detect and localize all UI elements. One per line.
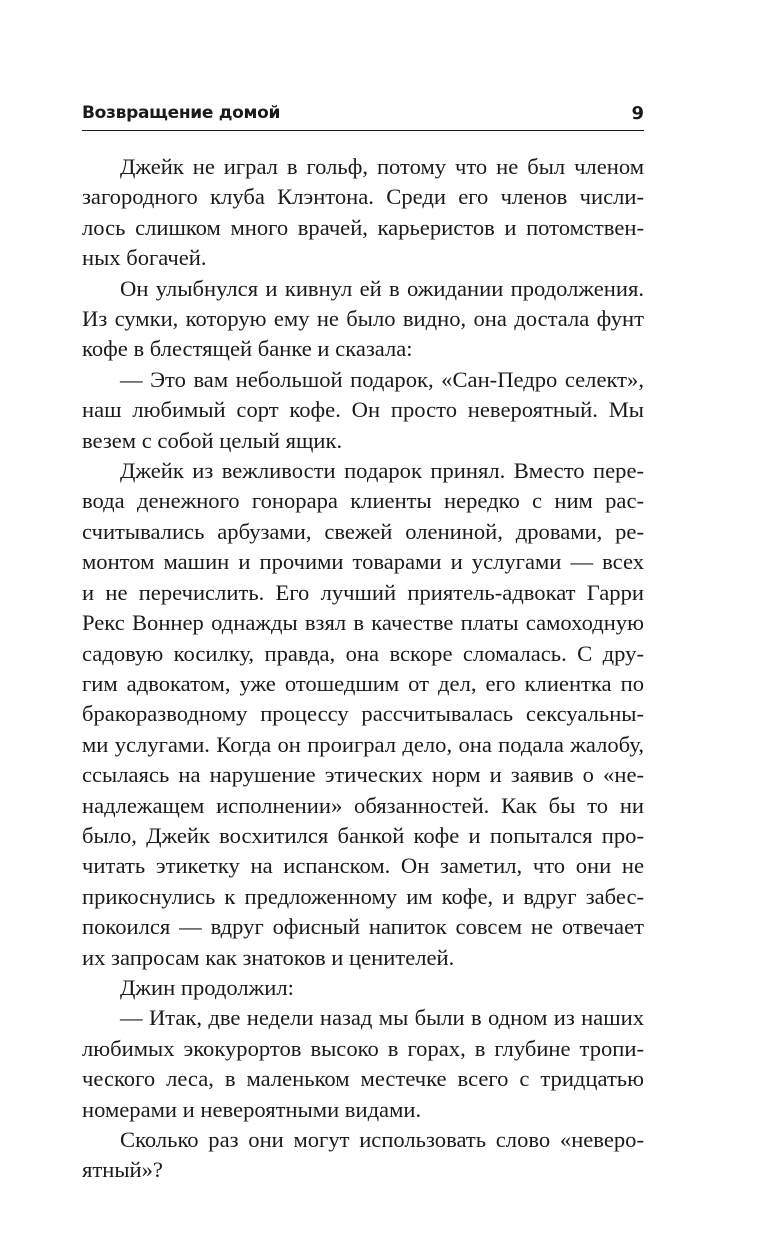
text-line: ссылаясь на нарушение этических норм и заявив о «не- — [82, 762, 644, 788]
text-line: Рекс Воннер однажды взял в качестве платы самоходную — [82, 610, 644, 636]
text-line: бракоразводному процессу рассчитывалась сексуальны- — [82, 701, 644, 727]
text-line: и не перечислить. Его лучший приятель-адвокат Гарри — [82, 579, 644, 605]
paragraph — [82, 456, 644, 973]
text-line: монтом машин и прочими товарами и услугами — всех — [82, 549, 644, 575]
text-line: надлежащем исполнении» обязанностей. Как бы то ни — [82, 792, 644, 818]
text-line: их запросам как знатоков и ценителей. — [82, 944, 455, 970]
text-line: было, Джейк восхитился банкой кофе и попытался про- — [82, 822, 644, 848]
text-line: кофе в блестящей банке и сказала: — [82, 336, 413, 362]
text-line: Джейк из вежливости подарок принял. Вместо пере- — [120, 458, 644, 484]
text-line: — Итак, две недели назад мы были в одном из наших — [120, 1005, 644, 1031]
text-line: Джейк не играл в гольф, потому что не был членом — [120, 154, 644, 179]
text-line: наш любимый сорт кофе. Он просто невероятный. Мы — [82, 397, 644, 423]
text-line: Сколько раз они могут использовать слово «неверо- — [120, 1127, 644, 1152]
text-line: садовую косилку, правда, она вскоре сломалась. С дру- — [82, 640, 644, 666]
paragraph — [82, 973, 644, 1003]
paragraph — [82, 365, 644, 456]
text-line: номерами и невероятными видами. — [82, 1096, 422, 1122]
text-line: ятный»? — [82, 1157, 163, 1183]
text-line: читать этикетку на испанском. Он заметил, что они не — [82, 853, 644, 879]
text-line: ческого леса, в маленьком местечке всего с тридцатью — [82, 1066, 644, 1092]
text-line: вода денежного гонорара клиенты нередко с ним рас- — [82, 488, 644, 514]
body-text — [82, 152, 644, 1186]
text-line: гим адвокатом, уже отошедшим от дел, его клиентка по — [82, 670, 644, 696]
text-line: считывались арбузами, свежей олениной, дровами, ре- — [82, 518, 644, 544]
page-number: 9 — [631, 103, 644, 124]
text-line: прикоснулись к предложенному им кофе, и вдруг забес- — [82, 883, 644, 909]
text-line: — Это вам небольшой подарок, «Сан-Педро селект», — [120, 366, 644, 392]
chapter-title: Возвращение домой — [82, 103, 281, 123]
text-line: везем с собой целый ящик. — [82, 427, 343, 453]
text-line: Джин продолжил: — [120, 974, 294, 1000]
paragraph — [82, 152, 644, 274]
text-line: любимых экокурортов высоко в горах, в глубине тропи- — [82, 1035, 644, 1061]
paragraph — [82, 1003, 644, 1125]
paragraph — [82, 1125, 644, 1186]
text-line: Из сумки, которую ему не было видно, она достала фунт — [82, 306, 644, 332]
text-line: лось слишком много врачей, карьеристов и потомствен- — [82, 214, 644, 240]
text-line: ных богачей. — [82, 245, 207, 271]
running-header — [82, 100, 644, 131]
paragraph — [82, 274, 644, 365]
text-line: загородного клуба Клэнтона. Среди его членов числи- — [82, 184, 644, 210]
text-line: Он улыбнулся и кивнул ей в ожидании продолжения. — [120, 275, 644, 301]
text-line: ми услугами. Когда он проиграл дело, она подала жалобу, — [82, 731, 644, 757]
text-line: покоился — вдруг офисный напиток совсем не отвечает — [82, 914, 644, 940]
